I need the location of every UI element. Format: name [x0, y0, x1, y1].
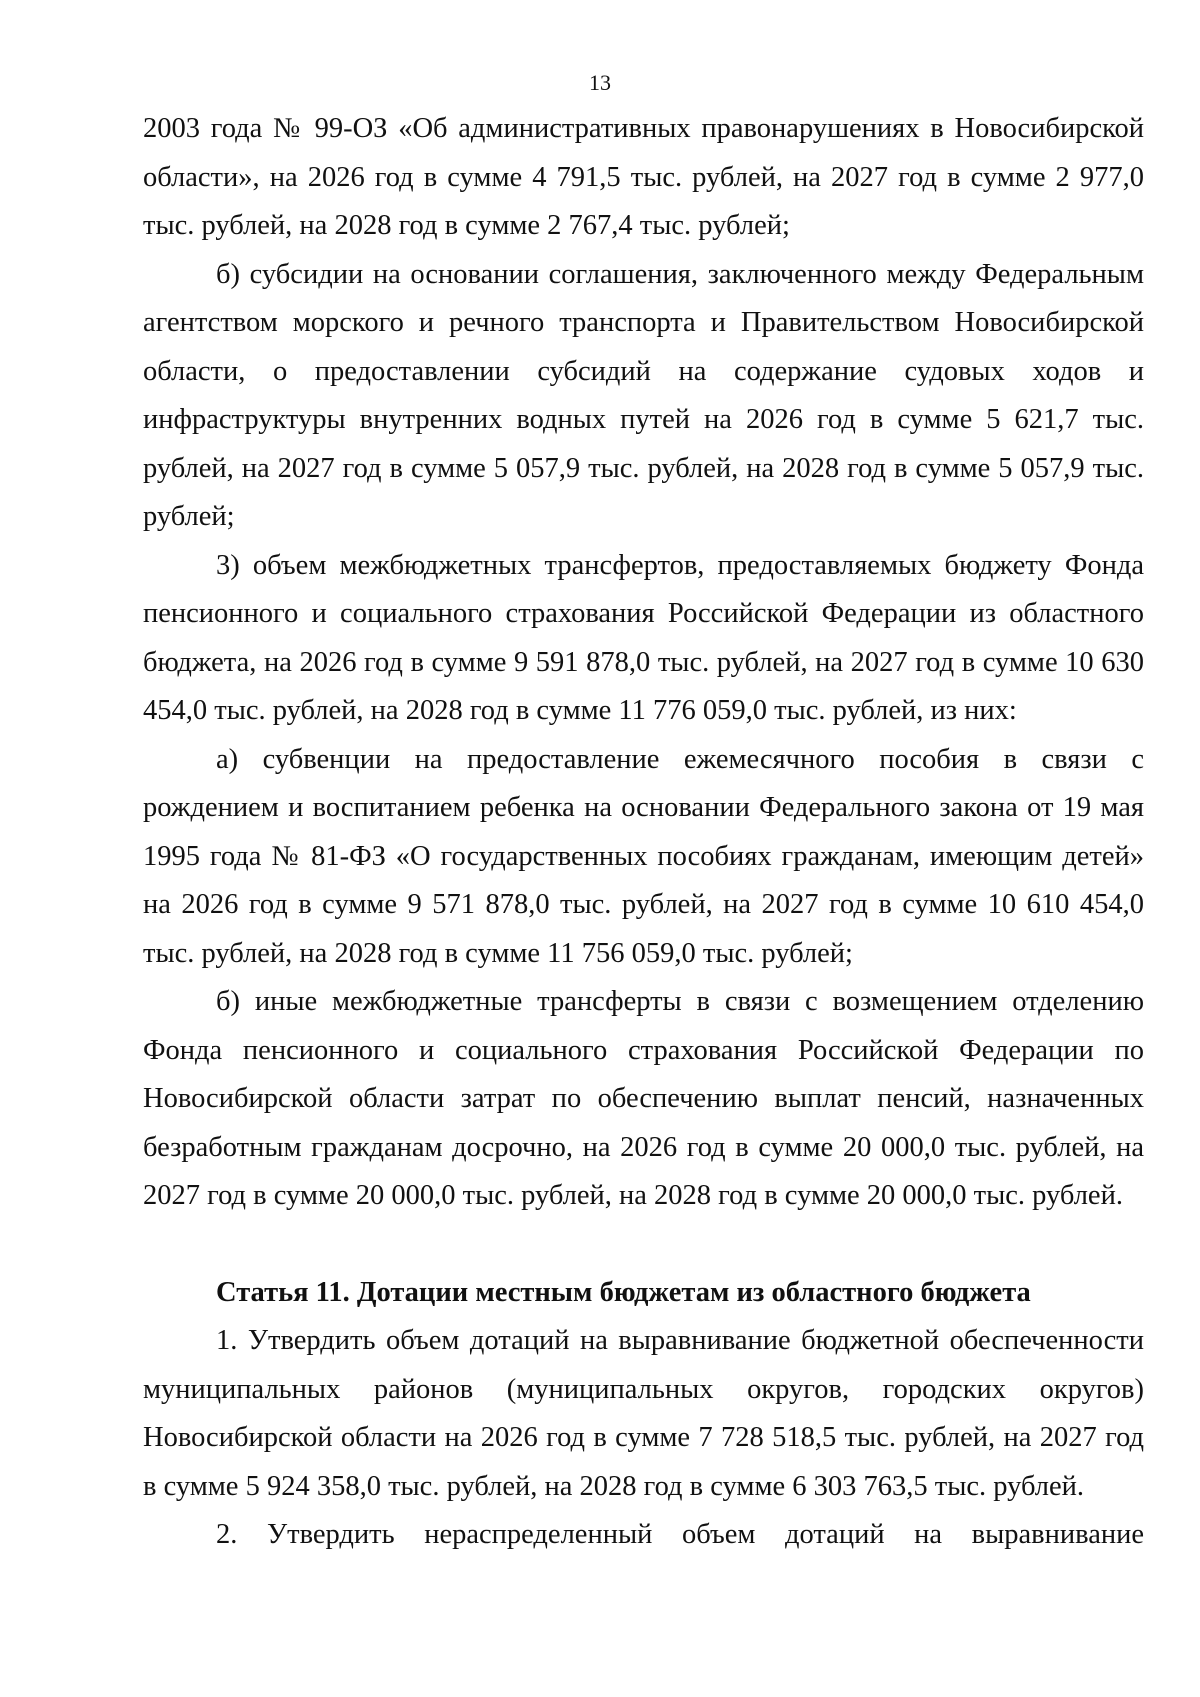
article-paragraph-1: 1. Утвердить объем дотаций на выравнивание бюджетной обеспеченности муниципальных районов (муниципальных округов, городских округов) Новосибирской области на 2026 год в сумме 7 728 518,5 тыс. рублей, на 2027 год в сумме 5 924 358,0 тыс. рублей, на 2028 год в сумме 6 303 763,5 тыс. рублей.: [143, 1325, 1144, 1502]
paragraph-subsidies-b: б) субсидии на основании соглашения, заключенного между Федеральным агентством морского и речного транспорта и Правительством Новосибирской области, о предоставлении субсидий на содержание судовых ходов и инфраструктуры внутренних водных путей на 2026 год в сумме 5 621,7 тыс. рублей, на 2027 год в сумме 5 057,9 тыс. рублей, на 2028 год в сумме 5 057,9 тыс. рублей;: [143, 258, 1144, 532]
paragraph-continuation: 2003 года № 99-ОЗ «Об административных правонарушениях в Новосибирской области», на 2026 год в сумме 4 791,5 тыс. рублей, на 2027 год в сумме 2 977,0 тыс. рублей, на 2028 год в сумме 2 767,4 тыс. рублей;: [143, 113, 1144, 241]
document-body: [143, 105, 1144, 1560]
paragraph-subventions-a: а) субвенции на предоставление ежемесячного пособия в связи с рождением и воспитанием ребенка на основании Федерального закона от 19 мая 1995 года № 81-ФЗ «О государственных пособиях гражданам, имеющим детей» на 2026 год в сумме 9 571 878,0 тыс. рублей, на 2027 год в сумме 10 610 454,0 тыс. рублей, на 2028 год в сумме 11 756 059,0 тыс. рублей;: [143, 743, 1144, 969]
paragraph-transfers-b: б) иные межбюджетные трансферты в связи с возмещением отделению Фонда пенсионного и социального страхования Российской Федерации по Новосибирской области затрат по обеспечению выплат пенсий, назначенных безработным гражданам досрочно, на 2026 год в сумме 20 000,0 тыс. рублей, на 2027 год в сумме 20 000,0 тыс. рублей, на 2028 год в сумме 20 000,0 тыс. рублей.: [143, 986, 1144, 1211]
article-paragraph-2: 2. Утвердить нераспределенный объем дотаций на выравнивание: [216, 1519, 1144, 1550]
page-number: 13: [589, 70, 611, 95]
paragraph-transfers-3: 3) объем межбюджетных трансфертов, предоставляемых бюджету Фонда пенсионного и социального страхования Российской Федерации из областного бюджета, на 2026 год в сумме 9 591 878,0 тыс. рублей, на 2027 год в сумме 10 630 454,0 тыс. рублей, на 2028 год в сумме 11 776 059,0 тыс. рублей, из них:: [143, 549, 1144, 726]
article-heading: Статья 11. Дотации местным бюджетам из областного бюджета: [216, 1276, 1031, 1308]
